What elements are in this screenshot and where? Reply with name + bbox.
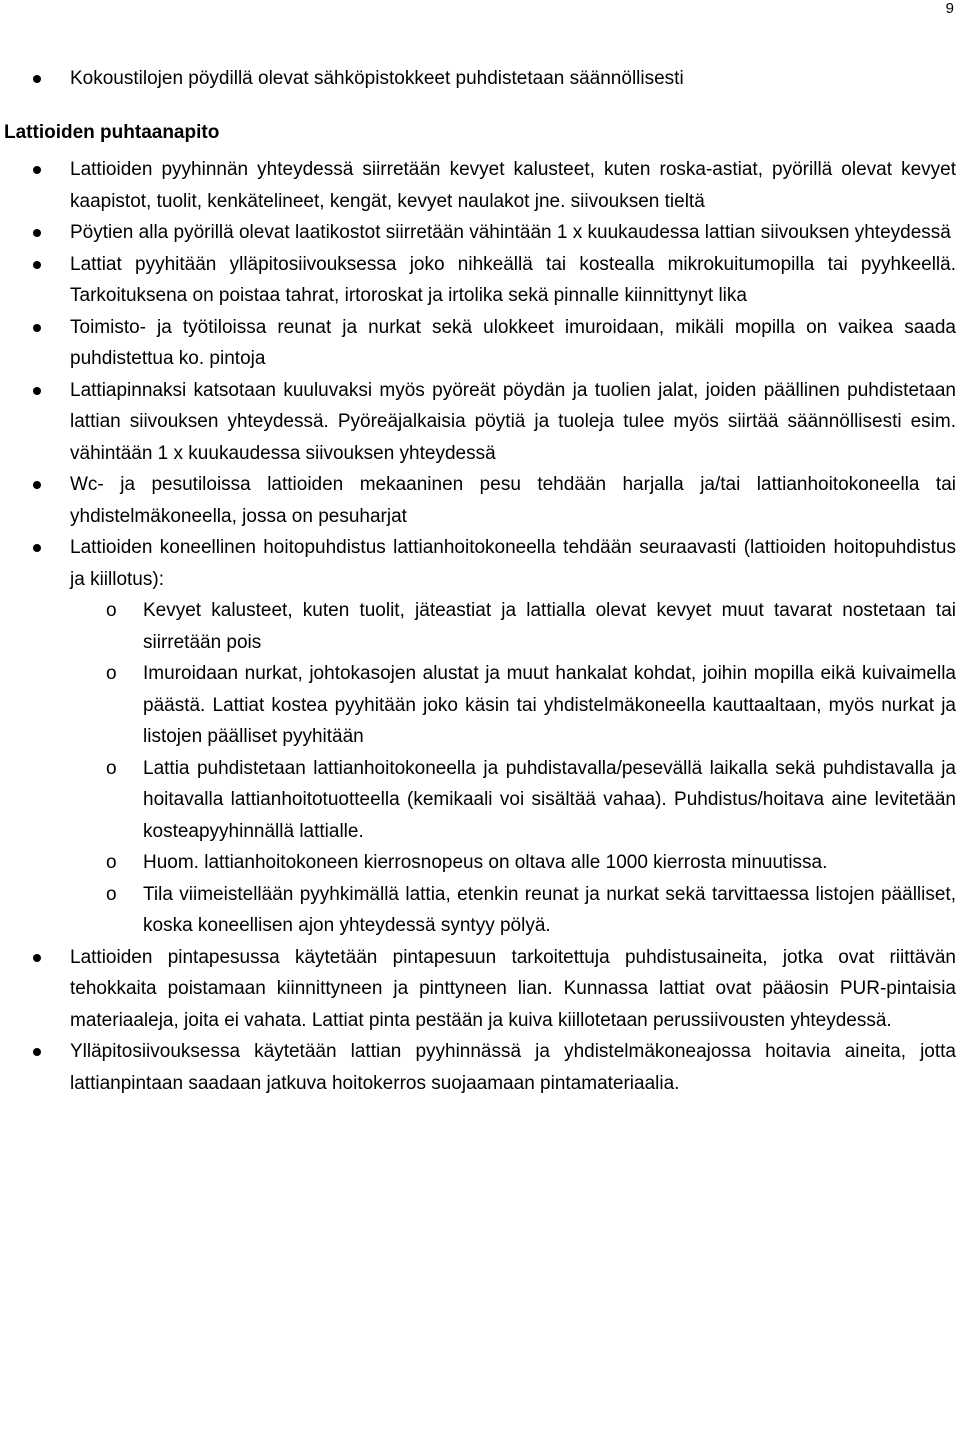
bullet-icon [33,954,41,962]
list-item [0,375,960,470]
sub-list-item [0,847,956,879]
sub-list-item [0,879,956,942]
list-item [0,312,960,375]
sub-list-item [0,753,956,848]
list-item [0,532,960,942]
bullet-icon [33,75,41,83]
sub-list-item-text: Huom. lattianhoitokoneen kierrosnopeus on oltava alle 1000 kierrosta minuutissa. [143,852,828,873]
list-item-text: Wc- ja pesutiloissa lattioiden mekaaninen pesu tehdään harjalla ja/tai lattianhoitokoneella tai yhdistelmäkoneella, jossa on pesuharjat [70,474,956,527]
list-item-text: Toimisto- ja työtiloissa reunat ja nurkat sekä ulokkeet imuroidaan, mikäli mopilla on vaikea saada puhdistettua ko. pintoja [70,316,956,369]
circle-bullet-icon: o [106,600,117,621]
circle-bullet-icon: o [106,757,117,779]
intro-list [0,63,960,95]
bullet-icon [33,229,41,237]
bullet-icon [33,387,41,395]
list-item [0,154,960,217]
sub-list-item [0,595,956,658]
sub-list-item-text: Lattia puhdistetaan lattianhoitokoneella ja puhdistavalla/pesevällä laikalla sekä puhdistavalla ja hoitavalla lattianhoitotuotteella (kemikaali voi sisältää vahaa). Puhdistus/hoitava aine levitetään kosteapyyhinnällä lattialle. [143,757,956,842]
circle-bullet-icon: o [106,883,117,905]
document-body [0,63,960,1099]
sub-list [0,595,956,942]
list-item-text: Lattiat pyyhitään ylläpitosiivouksessa joko nihkeällä tai kostealla mikrokuitumopilla tai pyyhkeellä. Tarkoituksena on poistaa tahrat, irtoroskat ja irtolika sekä pinnalle kiinnittynyt lika [70,253,956,306]
bullet-icon [33,324,41,332]
list-item [0,469,960,532]
list-item [0,249,960,312]
list-item-text: Lattioiden pyyhinnän yhteydessä siirretään kevyet kalusteet, kuten roska-astiat, pyörillä olevat kevyet kaapistot, tuolit, kenkätelineet, kengät, kevyet naulakot jne. siivouksen tieltä [70,159,956,212]
list-item-text: Pöytien alla pyörillä olevat laatikostot siirretään vähintään 1 x kuukaudessa lattian siivouksen yhteydessä [70,222,951,243]
list-item-text: Lattioiden pintapesussa käytetään pintapesuun tarkoitettuja puhdistusaineita, jotka ovat riittävän tehokkaita poistamaan kiinnittyneen ja pinttyneen lian. Kunnassa lattiat ovat pääosin PUR-pintaisia materiaaleja, joita ei vahata. Lattiat pinta pestään ja kuiva kiillotetaan perussiivousten yhteydessä. [70,946,956,1031]
circle-bullet-icon: o [106,663,117,684]
bullet-icon [33,261,41,269]
list-item [0,217,960,249]
page-number: 9 [945,0,954,17]
bullet-icon [33,1048,41,1056]
sub-list-item-text: Imuroidaan nurkat, johtokasojen alustat ja muut hankalat kohdat, joihin mopilla eikä kuivaimella päästä. Lattiat kostea pyyhitään joko käsin tai yhdistelmäkoneella kauttaaltaan, myös nurkat ja listojen päälliset pyyhitään [143,663,956,747]
bullet-icon [33,166,41,174]
bullet-icon [33,481,41,489]
sub-list-item [0,658,956,753]
circle-bullet-icon: o [106,852,117,873]
bullet-icon [33,544,41,552]
floor-cleaning-list [0,154,960,1099]
list-item-text: Kokoustilojen pöydillä olevat sähköpistokkeet puhdistetaan säännöllisesti [70,68,684,89]
list-item [0,1036,960,1099]
list-item-text: Lattioiden koneellinen hoitopuhdistus lattianhoitokoneella tehdään seuraavasti (lattioiden hoitopuhdistus ja kiillotus): [70,537,956,590]
list-item-text: Lattiapinnaksi katsotaan kuuluvaksi myös pyöreät pöydän ja tuolien jalat, joiden päällinen puhdistetaan lattian siivouksen yhteydessä. Pyöreäjalkaisia pöytiä ja tuoleja tulee myös siirtää säännöllisesti esim. vähintään 1 x kuukaudessa siivouksen yhteydessä [70,379,956,464]
sub-list-item-text: Kevyet kalusteet, kuten tuolit, jäteastiat ja lattialla olevat kevyet muut tavarat nostetaan tai siirretään pois [143,600,956,653]
list-item [0,63,960,95]
sub-list-item-text: Tila viimeistellään pyyhkimällä lattia, etenkin reunat ja nurkat sekä tarvittaessa listojen päälliset, koska koneellisen ajon yhteydessä syntyy pölyä. [143,883,956,936]
list-item-text: Ylläpitosiivouksessa käytetään lattian pyyhinnässä ja yhdistelmäkoneajossa hoitavia aineita, jotta lattianpintaan saadaan jatkuva hoitokerros suojaamaan pintamateriaalia. [70,1041,956,1094]
list-item [0,942,960,1037]
section-heading: Lattioiden puhtaanapito [4,121,220,143]
